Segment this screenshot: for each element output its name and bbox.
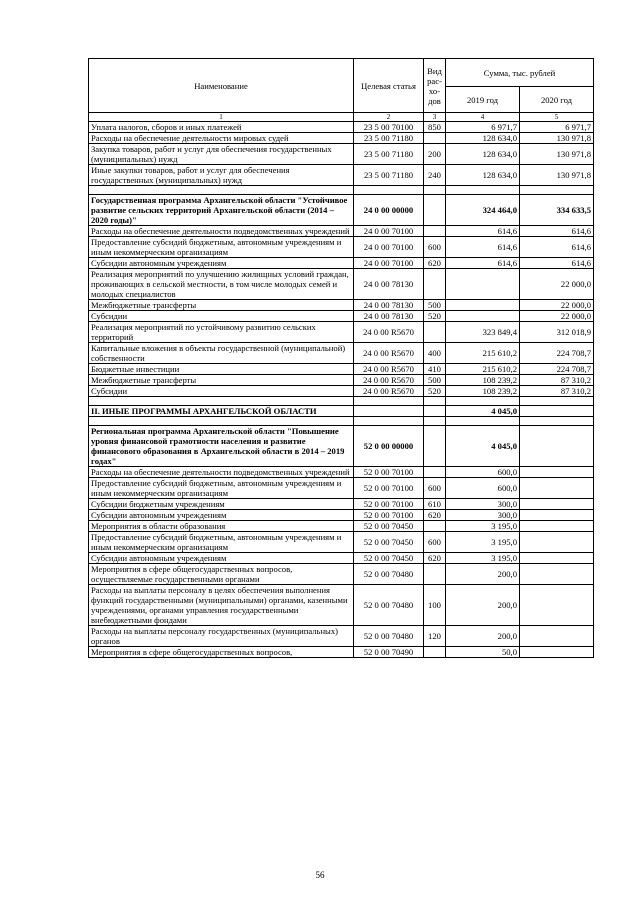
table-row: [89, 521, 594, 532]
budget-table: [88, 58, 594, 658]
table-row: [89, 165, 594, 186]
row-expense-type-cell: [424, 467, 446, 478]
row-name-cell: Расходы на выплаты персоналу в целях обеспечения выполнения функций государственными (муниципальными) органами, казенными учреждениями, органами управления государственными внебюджетными фондами: [89, 585, 354, 626]
row-expense-type-cell: [424, 322, 446, 343]
table-row: [89, 375, 594, 386]
empty-cell: [354, 397, 424, 406]
empty-cell: [89, 397, 354, 406]
header-sum: Сумма, тыс. рублей: [446, 59, 594, 87]
row-name-cell: Региональная программа Архангельской области "Повышение уровня финансовой грамотности населения и развитие финансового образования в Архангельской области в 2014 – 2019 годах": [89, 426, 354, 467]
row-expense-type-cell: 620: [424, 258, 446, 269]
row-name-cell: Мероприятия в сфере общегосударственных вопросов, осуществляемые государственными органами: [89, 564, 354, 585]
row-sum-2019-cell: 108 239,2: [446, 386, 520, 397]
empty-cell: [354, 417, 424, 426]
row-sum-2019-cell: 614,6: [446, 237, 520, 258]
empty-cell: [446, 417, 520, 426]
row-target-code-cell: 52 0 00 70100: [354, 499, 424, 510]
row-sum-2020-cell: 312 018,9: [520, 322, 594, 343]
table-row: [89, 406, 594, 417]
row-target-code-cell: 24 0 00 00000: [354, 195, 424, 226]
row-expense-type-cell: 200: [424, 144, 446, 165]
row-target-code-cell: 52 0 00 70100: [354, 467, 424, 478]
row-sum-2020-cell: 130 971,8: [520, 144, 594, 165]
header-target-article: Целевая статья: [354, 59, 424, 113]
row-target-code-cell: 24 0 00 R5670: [354, 375, 424, 386]
row-name-cell: Расходы на обеспечение деятельности подведомственных учреждений: [89, 467, 354, 478]
row-expense-type-cell: 500: [424, 375, 446, 386]
row-expense-type-cell: 400: [424, 343, 446, 364]
row-target-code-cell: 23 5 00 70100: [354, 122, 424, 133]
empty-cell: [424, 397, 446, 406]
row-expense-type-cell: 500: [424, 300, 446, 311]
row-target-code-cell: 52 0 00 70100: [354, 510, 424, 521]
row-expense-type-cell: [424, 133, 446, 144]
empty-cell: [520, 397, 594, 406]
row-sum-2019-cell: 4 045,0: [446, 406, 520, 417]
table-row: [89, 564, 594, 585]
row-name-cell: Субсидии автономным учреждениям: [89, 553, 354, 564]
table-body: [89, 122, 594, 658]
row-target-code-cell: 52 0 00 00000: [354, 426, 424, 467]
row-expense-type-cell: 600: [424, 478, 446, 499]
table-row: [89, 343, 594, 364]
header-year-2020: 2020 год: [520, 87, 594, 113]
row-target-code-cell: 24 0 00 R5670: [354, 364, 424, 375]
page-number: 56: [315, 870, 325, 880]
empty-cell: [424, 417, 446, 426]
row-sum-2019-cell: 128 634,0: [446, 144, 520, 165]
row-sum-2020-cell: 614,6: [520, 258, 594, 269]
row-expense-type-cell: 600: [424, 532, 446, 553]
row-name-cell: Межбюджетные трансферты: [89, 375, 354, 386]
table-row: [89, 122, 594, 133]
row-sum-2019-cell: 614,6: [446, 226, 520, 237]
row-expense-type-cell: 240: [424, 165, 446, 186]
column-index: 1: [89, 113, 354, 122]
row-target-code-cell: 24 0 00 70100: [354, 237, 424, 258]
row-target-code-cell: 52 0 00 70450: [354, 553, 424, 564]
row-sum-2020-cell: [520, 647, 594, 658]
row-sum-2020-cell: 224 708,7: [520, 343, 594, 364]
table-row: [89, 269, 594, 300]
empty-cell: [446, 397, 520, 406]
row-sum-2019-cell: 323 849,4: [446, 322, 520, 343]
row-sum-2020-cell: 22 000,0: [520, 269, 594, 300]
row-expense-type-cell: [424, 521, 446, 532]
row-target-code-cell: 23 5 00 71180: [354, 144, 424, 165]
row-sum-2020-cell: 130 971,8: [520, 133, 594, 144]
table-row: [89, 499, 594, 510]
row-expense-type-cell: 620: [424, 553, 446, 564]
table-row: [89, 258, 594, 269]
table-row: [89, 237, 594, 258]
row-target-code-cell: 52 0 00 70480: [354, 564, 424, 585]
header-expense-type-line: рас-: [427, 75, 442, 86]
empty-cell: [424, 186, 446, 195]
table-row: [89, 467, 594, 478]
row-name-cell: Закупка товаров, работ и услуг для обеспечения государственных (муниципальных) нужд: [89, 144, 354, 165]
row-expense-type-cell: 520: [424, 311, 446, 322]
table-row: [89, 300, 594, 311]
row-name-cell: Мероприятия в области образования: [89, 521, 354, 532]
row-sum-2020-cell: 87 310,2: [520, 375, 594, 386]
row-name-cell: Иные закупки товаров, работ и услуг для обеспечения государственных (муниципальных) нужд: [89, 165, 354, 186]
row-target-code-cell: 52 0 00 70480: [354, 585, 424, 626]
row-sum-2019-cell: 614,6: [446, 258, 520, 269]
row-sum-2020-cell: [520, 585, 594, 626]
row-sum-2019-cell: 4 045,0: [446, 426, 520, 467]
budget-table-sheet: [88, 58, 593, 658]
row-sum-2020-cell: [520, 521, 594, 532]
spacer-row: [89, 186, 594, 195]
column-index: 2: [354, 113, 424, 122]
row-name-cell: Межбюджетные трансферты: [89, 300, 354, 311]
row-sum-2020-cell: [520, 510, 594, 521]
header-year-2019: 2019 год: [446, 87, 520, 113]
empty-cell: [520, 417, 594, 426]
row-target-code-cell: 24 0 00 78130: [354, 311, 424, 322]
header-name: Наименование: [89, 59, 354, 113]
row-name-cell: Субсидии автономным учреждениям: [89, 510, 354, 521]
row-sum-2019-cell: 600,0: [446, 478, 520, 499]
row-target-code-cell: 23 5 00 71180: [354, 165, 424, 186]
row-sum-2020-cell: 22 000,0: [520, 300, 594, 311]
row-sum-2020-cell: [520, 467, 594, 478]
row-sum-2020-cell: [520, 478, 594, 499]
row-target-code-cell: 24 0 00 R5670: [354, 343, 424, 364]
row-sum-2019-cell: 3 195,0: [446, 521, 520, 532]
table-row: [89, 585, 594, 626]
table-row: [89, 553, 594, 564]
row-name-cell: Субсидии бюджетным учреждениям: [89, 499, 354, 510]
row-target-code-cell: 52 0 00 70100: [354, 478, 424, 499]
header-expense-type-line: Вид: [427, 65, 442, 76]
table-row: [89, 647, 594, 658]
table-row: [89, 195, 594, 226]
row-target-code-cell: 24 0 00 78130: [354, 269, 424, 300]
empty-cell: [354, 186, 424, 195]
row-expense-type-cell: [424, 226, 446, 237]
row-sum-2020-cell: [520, 564, 594, 585]
column-index: 5: [520, 113, 594, 122]
row-name-cell: Мероприятия в сфере общегосударственных вопросов,: [89, 647, 354, 658]
row-sum-2019-cell: 215 610,2: [446, 364, 520, 375]
empty-cell: [520, 186, 594, 195]
row-sum-2020-cell: 224 708,7: [520, 364, 594, 375]
row-expense-type-cell: [424, 564, 446, 585]
row-target-code-cell: 24 0 00 R5670: [354, 386, 424, 397]
row-sum-2019-cell: 50,0: [446, 647, 520, 658]
table-row: [89, 144, 594, 165]
row-sum-2020-cell: 130 971,8: [520, 165, 594, 186]
row-name-cell: Субсидии: [89, 386, 354, 397]
row-sum-2019-cell: 6 971,7: [446, 122, 520, 133]
row-name-cell: Предоставление субсидий бюджетным, автономным учреждениям и иным некоммерческим организациям: [89, 237, 354, 258]
row-sum-2019-cell: 108 239,2: [446, 375, 520, 386]
row-name-cell: Капитальные вложения в объекты государственной (муниципальной) собственности: [89, 343, 354, 364]
row-sum-2019-cell: 200,0: [446, 585, 520, 626]
row-sum-2019-cell: [446, 269, 520, 300]
row-target-code-cell: 52 0 00 70480: [354, 626, 424, 647]
empty-cell: [89, 186, 354, 195]
row-expense-type-cell: 600: [424, 237, 446, 258]
row-name-cell: Предоставление субсидий бюджетным, автономным учреждениям и иным некоммерческим организациям: [89, 478, 354, 499]
row-sum-2020-cell: 87 310,2: [520, 386, 594, 397]
row-expense-type-cell: 610: [424, 499, 446, 510]
row-target-code-cell: 24 0 00 70100: [354, 258, 424, 269]
row-sum-2019-cell: 200,0: [446, 564, 520, 585]
row-name-cell: Субсидии автономным учреждениям: [89, 258, 354, 269]
row-expense-type-cell: [424, 195, 446, 226]
row-name-cell: Предоставление субсидий бюджетным, автономным учреждениям и иным некоммерческим организациям: [89, 532, 354, 553]
row-name-cell: Реализация мероприятий по улучшению жилищных условий граждан, проживающих в сельской местности, в том числе молодых семей и молодых специалистов: [89, 269, 354, 300]
row-name-cell: Расходы на обеспечение деятельности подведомственных учреждений: [89, 226, 354, 237]
row-target-code-cell: 24 0 00 78130: [354, 300, 424, 311]
empty-cell: [89, 417, 354, 426]
header-expense-type: [424, 59, 446, 113]
row-expense-type-cell: 850: [424, 122, 446, 133]
row-target-code-cell: 24 0 00 70100: [354, 226, 424, 237]
row-sum-2020-cell: [520, 499, 594, 510]
row-name-cell: Субсидии: [89, 311, 354, 322]
header-expense-type-line: хо-: [428, 85, 441, 96]
row-target-code-cell: 23 5 00 71180: [354, 133, 424, 144]
row-name-cell: Государственная программа Архангельской области "Устойчивое развитие сельских территорий Архангельской области (2014 – 2020 годы)": [89, 195, 354, 226]
row-name-cell: Уплата налогов, сборов и иных платежей: [89, 122, 354, 133]
row-sum-2020-cell: 614,6: [520, 226, 594, 237]
row-sum-2020-cell: [520, 553, 594, 564]
row-expense-type-cell: 520: [424, 386, 446, 397]
row-expense-type-cell: 620: [424, 510, 446, 521]
row-sum-2020-cell: [520, 626, 594, 647]
row-name-cell: Бюджетные инвестиции: [89, 364, 354, 375]
table-row: [89, 478, 594, 499]
row-sum-2019-cell: 300,0: [446, 499, 520, 510]
row-expense-type-cell: [424, 269, 446, 300]
row-sum-2019-cell: 324 464,0: [446, 195, 520, 226]
table-row: [89, 364, 594, 375]
row-expense-type-cell: [424, 426, 446, 467]
row-expense-type-cell: 410: [424, 364, 446, 375]
spacer-row: [89, 397, 594, 406]
row-name-cell: Расходы на обеспечение деятельности мировых судей: [89, 133, 354, 144]
row-sum-2019-cell: 300,0: [446, 510, 520, 521]
row-target-code-cell: 52 0 00 70490: [354, 647, 424, 658]
row-sum-2020-cell: [520, 532, 594, 553]
row-sum-2019-cell: 215 610,2: [446, 343, 520, 364]
row-sum-2019-cell: 600,0: [446, 467, 520, 478]
row-sum-2019-cell: 128 634,0: [446, 165, 520, 186]
column-index: 3: [424, 113, 446, 122]
table-row: [89, 510, 594, 521]
table-row: [89, 322, 594, 343]
row-expense-type-cell: 120: [424, 626, 446, 647]
column-index: 4: [446, 113, 520, 122]
row-expense-type-cell: [424, 406, 446, 417]
table-row: [89, 386, 594, 397]
row-sum-2019-cell: 128 634,0: [446, 133, 520, 144]
row-name-cell: II. ИНЫЕ ПРОГРАММЫ АРХАНГЕЛЬСКОЙ ОБЛАСТИ: [89, 406, 354, 417]
row-sum-2019-cell: 3 195,0: [446, 553, 520, 564]
row-sum-2020-cell: [520, 426, 594, 467]
table-row: [89, 626, 594, 647]
row-sum-2019-cell: [446, 300, 520, 311]
row-name-cell: Расходы на выплаты персоналу государственных (муниципальных) органов: [89, 626, 354, 647]
table-row: [89, 426, 594, 467]
row-expense-type-cell: [424, 647, 446, 658]
row-sum-2020-cell: 614,6: [520, 237, 594, 258]
spacer-row: [89, 417, 594, 426]
row-sum-2020-cell: 334 633,5: [520, 195, 594, 226]
row-sum-2020-cell: 6 971,7: [520, 122, 594, 133]
row-sum-2019-cell: [446, 311, 520, 322]
header-expense-type-line: дов: [428, 95, 441, 106]
row-target-code-cell: 52 0 00 70450: [354, 521, 424, 532]
row-target-code-cell: 24 0 00 R5670: [354, 322, 424, 343]
table-row: [89, 226, 594, 237]
empty-cell: [446, 186, 520, 195]
row-expense-type-cell: 100: [424, 585, 446, 626]
table-row: [89, 532, 594, 553]
table-row: [89, 311, 594, 322]
row-sum-2019-cell: 3 195,0: [446, 532, 520, 553]
row-sum-2020-cell: [520, 406, 594, 417]
row-target-code-cell: 52 0 00 70450: [354, 532, 424, 553]
row-target-code-cell: [354, 406, 424, 417]
table-row: [89, 133, 594, 144]
row-sum-2019-cell: 200,0: [446, 626, 520, 647]
row-name-cell: Реализация мероприятий по устойчивому развитию сельских территорий: [89, 322, 354, 343]
row-sum-2020-cell: 22 000,0: [520, 311, 594, 322]
